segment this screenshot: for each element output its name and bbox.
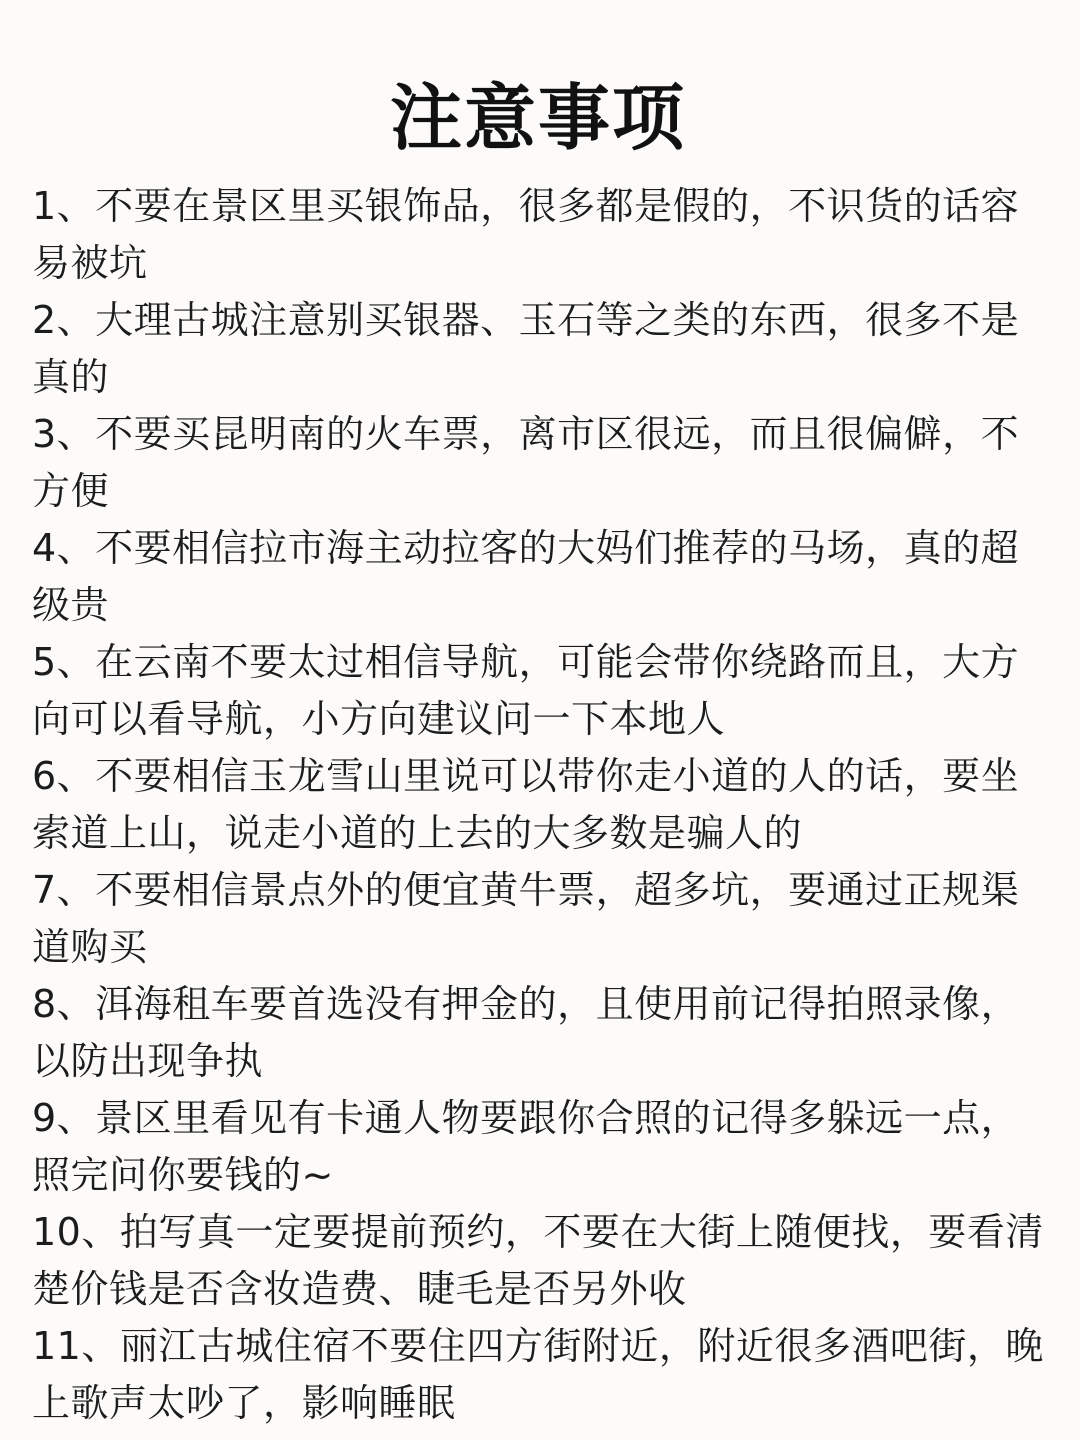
tip-item-10: 10、拍写真一定要提前预约，不要在大街上随便找，要看清楚价钱是否含妆造费、睫毛是否另外收 [32,1210,1044,1311]
tip-item-8: 8、洱海租车要首选没有押金的，且使用前记得拍照录像，以防出现争执 [32,982,1020,1083]
page-title: 注意事项 [389,76,686,160]
tip-item-7: 7、不要相信景点外的便宜黄牛票，超多坑，要通过正规渠道购买 [32,868,1020,969]
tip-item-1: 1、不要在景区里买银饰品，很多都是假的，不识货的话容易被坑 [32,184,1020,285]
tip-item-5: 5、在云南不要太过相信导航，可能会带你绕路而且，大方向可以看导航，小方向建议问一下本地人 [32,640,1020,741]
tip-item-4: 4、不要相信拉市海主动拉客的大妈们推荐的马场，真的超级贵 [32,526,1020,627]
tip-item-9: 9、景区里看见有卡通人物要跟你合照的记得多躲远一点，照完问你要钱的~ [32,1096,1020,1197]
tip-item-2: 2、大理古城注意别买银器、玉石等之类的东西，很多不是真的 [32,298,1020,399]
tips-list [32,178,1044,1432]
tip-item-11: 11、丽江古城住宿不要住四方街附近，附近很多酒吧街，晚上歌声太吵了，影响睡眠 [32,1324,1044,1425]
tip-item-6: 6、不要相信玉龙雪山里说可以带你走小道的人的话，要坐索道上山，说走小道的上去的大多数是骗人的 [32,754,1020,855]
tip-item-3: 3、不要买昆明南的火车票，离市区很远，而且很偏僻，不方便 [32,412,1020,513]
